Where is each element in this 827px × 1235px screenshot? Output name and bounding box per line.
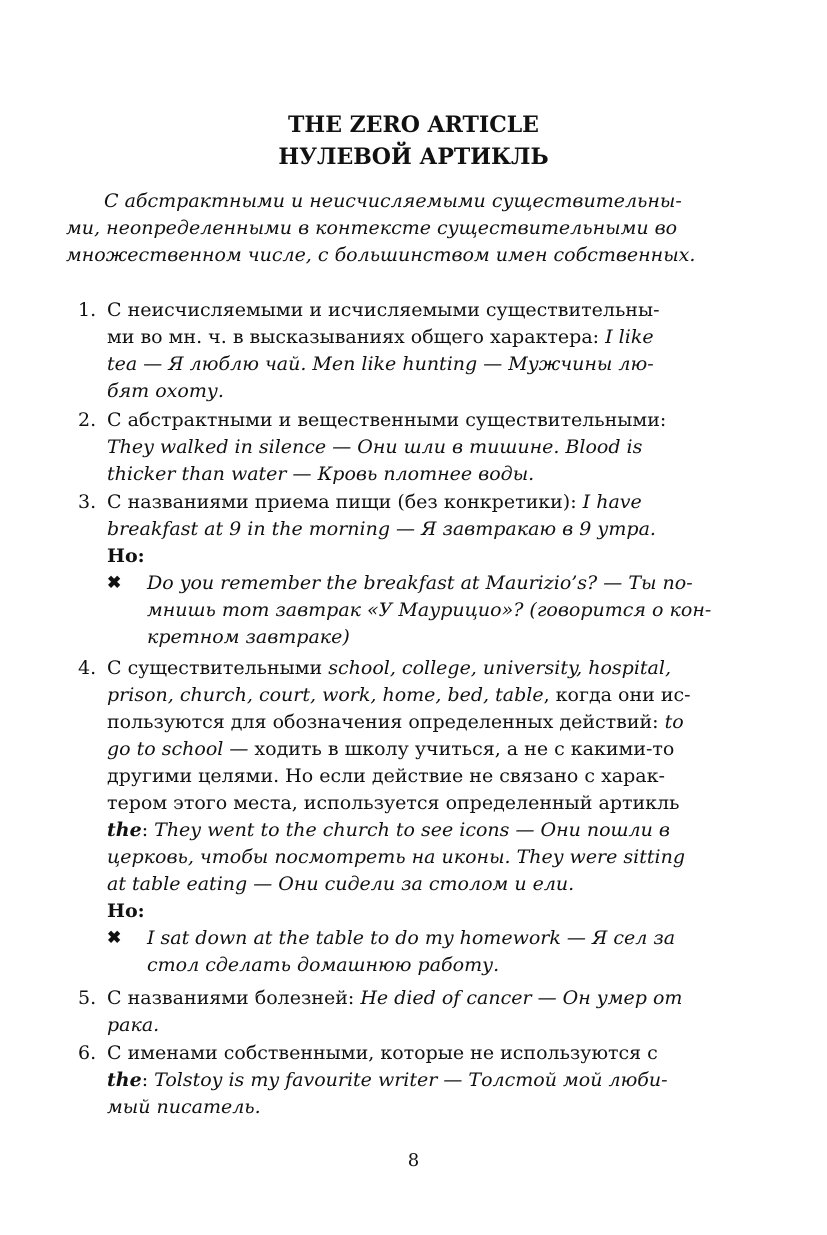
cross-icon: ✖ <box>107 928 122 948</box>
item-line: breakfast at 9 in the morning — Я завтракаю в 9 утра. <box>107 518 656 540</box>
item-line: мый писатель. <box>107 1096 261 1118</box>
sub-item <box>107 925 737 979</box>
item-line: С существительными school, college, university, hospital, <box>107 657 671 679</box>
item-line: prison, church, court, work, home, bed, table, когда они ис- <box>107 684 691 706</box>
title-english: THE ZERO ARTICLE <box>288 112 539 138</box>
intro-paragraph <box>66 188 736 269</box>
sub-line: Do you remember the breakfast at Maurizio’s? — Ты по- <box>147 572 693 594</box>
item-number: 5. <box>78 987 97 1009</box>
note-label: Но: <box>107 900 145 922</box>
title-russian: НУЛЕВОЙ АРТИКЛЬ <box>278 144 549 170</box>
intro-line: С абстрактными и неисчисляемыми существительны- <box>104 190 682 212</box>
item-line: the: Tolstoy is my favourite writer — Толстой мой люби- <box>107 1069 668 1091</box>
item-line: рака. <box>107 1014 160 1036</box>
sub-line: мнишь тот завтрак «У Маурицио»? (говорится о кон- <box>147 599 712 621</box>
sub-line: I sat down at the table to do my homework — Я сел за <box>147 927 676 949</box>
item-line: бят охоту. <box>107 380 224 402</box>
item-line: С абстрактными и вещественными существительными: <box>107 409 667 431</box>
cross-icon: ✖ <box>107 573 122 593</box>
sub-line: стол сделать домашнюю работу. <box>147 954 500 976</box>
item-line: тером этого места, используется определенный артикль <box>107 792 680 814</box>
item-number: 6. <box>78 1042 97 1064</box>
intro-line: ми, неопределенными в контексте существительными во <box>66 217 678 239</box>
item-number: 3. <box>78 491 97 513</box>
item-line: thicker than water — Кровь плотнее воды. <box>107 463 535 485</box>
intro-line: множественном числе, с большинством имен собственных. <box>66 244 696 266</box>
item-line: С неисчисляемыми и исчисляемыми существительны- <box>107 299 660 321</box>
item-number: 1. <box>78 299 97 321</box>
item-number: 2. <box>78 409 97 431</box>
item-line: the: They went to the church to see icons — Они пошли в <box>107 819 670 841</box>
item-line: церковь, чтобы посмотреть на иконы. They were sitting <box>107 846 685 868</box>
page-number: 8 <box>407 1150 420 1171</box>
sub-item <box>107 570 737 651</box>
item-line: С названиями приема пищи (без конкретики): I have <box>107 491 642 513</box>
item-line: пользуются для обозначения определенных действий: to <box>107 711 684 733</box>
sub-line: кретном завтраке) <box>147 626 350 648</box>
item-line: tea — Я люблю чай. Men like hunting — Мужчины лю- <box>107 353 654 375</box>
note-label: Но: <box>107 545 145 567</box>
item-number: 4. <box>78 657 97 679</box>
item-line: ми во мн. ч. в высказываниях общего характера: I like <box>107 326 654 348</box>
item-line: go to school — ходить в школу учиться, а не с какими-то <box>107 738 675 760</box>
item-line: С именами собственными, которые не используются с <box>107 1042 658 1064</box>
item-line: at table eating — Они сидели за столом и ели. <box>107 873 575 895</box>
item-line: They walked in silence — Они шли в тишине. Blood is <box>107 436 643 458</box>
item-line: другими целями. Но если действие не связано с харак- <box>107 765 665 787</box>
item-line: С названиями болезней: He died of cancer — Он умер от <box>107 987 683 1009</box>
